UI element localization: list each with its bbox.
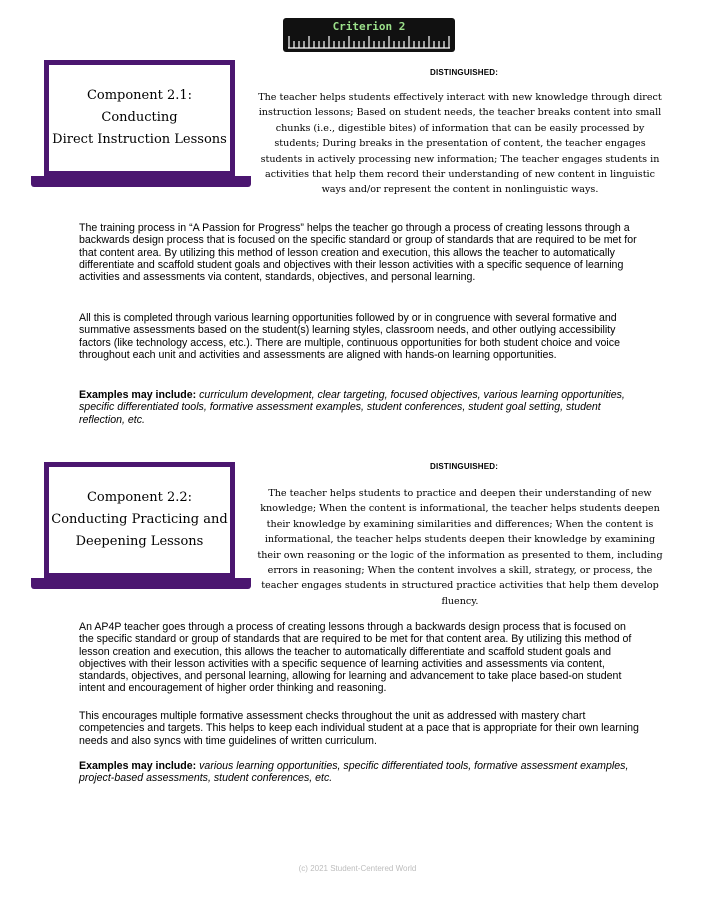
level-label: DISTINGUISHED: bbox=[430, 462, 499, 471]
component-title-line: Deepening Lessons bbox=[75, 534, 204, 549]
examples-paragraph bbox=[79, 389, 641, 426]
copyright-footer: (c) 2021 Student-Centered World bbox=[298, 864, 417, 873]
laptop-icon bbox=[44, 60, 235, 176]
level-label: DISTINGUISHED: bbox=[430, 68, 499, 77]
examples-paragraph bbox=[79, 760, 641, 785]
component-title-line: Component 2.2: bbox=[86, 490, 193, 505]
component-title-line: Direct Instruction Lessons bbox=[52, 132, 227, 147]
criterion-title: Criterion 2 bbox=[332, 20, 406, 33]
component-2-2-frame bbox=[44, 462, 240, 587]
ruler-icon bbox=[283, 18, 455, 52]
laptop-icon bbox=[44, 462, 235, 578]
criterion-badge bbox=[283, 18, 455, 52]
examples-list: curriculum development, clear targeting, focused objectives, various learning opportunities, specific differentiated tools, formative assessment examples, student conferences, student goal setting, student reflection, etc. bbox=[79, 389, 625, 426]
body-paragraph: An AP4P teacher goes through a process of creating lessons through a backwards design process that is focused on the specific standard or group of standards that are required to be met for that content area. By utilizing this method of lesson creation and execution, this allows the teacher to automatically differentiate and scaffold student goals and objectives with their lesson activities with a specific sequence of learning activities and assessments via content, standards, objectives, and personal learning, allowing for learning and advancement to take place based-on student intent and encouragement of higher order thinking and reasoning. bbox=[79, 621, 632, 695]
level-description: The teacher helps students effectively interact with new knowledge through direct instruction lessons; Based on student needs, the teacher breaks content into small chunks (i.e., digestible bites) of information that can be easily processed by students; During breaks in the presentation of content, the teacher engages students in actively processing new information; The teacher engages students in activities that help them record their understanding of new content in linguistic ways and/or represent the content in nonlinguistic ways. bbox=[258, 92, 662, 196]
examples-label: Examples may include: bbox=[79, 760, 200, 772]
component-title-line: Conducting Practicing and bbox=[51, 512, 228, 527]
examples-list: various learning opportunities, specific differentiated tools, formative assessment examples, project-based assessments, student conferences, etc. bbox=[79, 760, 629, 785]
body-paragraph: The training process in “A Passion for Progress” helps the teacher go through a process of creating lessons through a backwards design process that is focused on the specific standard or group of standards that are required to be met for that content area. By utilizing this method of lesson creation and execution, this allows the teacher to automatically differentiate and scaffold student goals and objectives with their lesson activities with a specific sequence of learning activities and assessments via content, standards, objectives, and personal learning. bbox=[79, 222, 637, 284]
level-description: The teacher helps students to practice and deepen their understanding of new knowledge; When the content is informational, the teacher helps students deepen their knowledge by examining similarities and differences; When the content is informational, the teacher helps students deepen their knowledge by examining their own reasoning or the logic of the information as presented to them, including errors in reasoning; When the content involves a skill, strategy, or process, the teacher engages students in structured practice activities that help them develop fluency. bbox=[257, 488, 663, 607]
examples-label: Examples may include: bbox=[79, 389, 200, 401]
component-title-line: Component 2.1: Conducting bbox=[86, 88, 193, 125]
body-paragraph: All this is completed through various learning opportunities followed by or in congruence with several formative and summative assessments based on the student(s) learning styles, classroom needs, and other outlying accessibility factors (like technology access, etc.). There are multiple, continuous opportunities for both student choice and voice throughout each unit and activities and assessments are aligned with hands-on learning opportunities. bbox=[79, 312, 620, 361]
body-paragraph: This encourages multiple formative assessment checks throughout the unit as addressed with mastery chart competencies and targets. This helps to keep each individual student at a pace that is appropriate for their own learning needs and also syncs with time guidelines of written curriculum. bbox=[79, 710, 639, 747]
component-2-1-frame bbox=[44, 60, 240, 185]
